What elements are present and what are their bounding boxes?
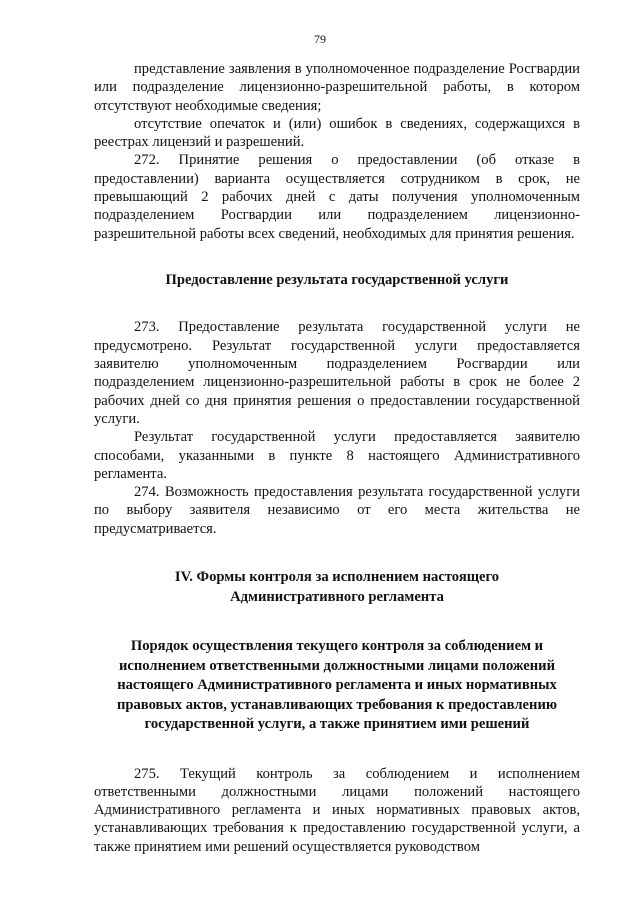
- document-body: [94, 60, 580, 856]
- spacer: [94, 607, 580, 637]
- paragraph-274: 274. Возможность предоставления результата государственной услуги по выбору заявителя независимо от его места жительства не предусматривается.: [94, 484, 580, 537]
- subsection-heading-current-control: Порядок осуществления текущего контроля за соблюдением и исполнением ответственными должностными лицами положений настоящего Административного регламента и иных нормативных правовых актов, устанавливающих требования к предоставлению государственной услуги, а также принятием ими решений: [116, 638, 558, 733]
- spacer: [94, 735, 580, 765]
- section-heading-result: Предоставление результата государственной услуги: [165, 271, 509, 288]
- paragraph-275: 275. Текущий контроль за соблюдением и исполнением ответственными должностными лицами положений настоящего Административного регламента и иных нормативных правовых актов, устанавливающих требования к предоставлению государственной услуги, а также принятием ими решений осуществляется руководством: [94, 765, 580, 855]
- chapter-heading-control: IV. Формы контроля за исполнением настоящего Административного регламента: [174, 569, 500, 605]
- paragraph-272: 272. Принятие решения о предоставлении (об отказе в предоставлении) варианта осуществляется сотрудником в срок, не превышающий 2 рабочих дней с даты получения уполномоченным подразделением Росгвардии или подразделением лицензионно-разрешительной работы всех сведений, необходимых для принятия решения.: [94, 152, 580, 242]
- paragraph-273: 273. Предоставление результата государственной услуги не предусмотрено. Результат государственной услуги предоставляется заявителю уполномоченным подразделением Росгвардии или подразделением лицензионно-разрешительной работы в срок не более 2 рабочих дней со дня принятия решения о предоставлении государственной услуги.: [94, 319, 580, 427]
- paragraph-no-errors: отсутствие опечаток и (или) ошибок в сведениях, содержащихся в реестрах лицензий и разрешений.: [94, 115, 580, 151]
- spacer: [94, 243, 580, 271]
- page-number: 79: [314, 32, 326, 46]
- spacer: [94, 538, 580, 568]
- paragraph-no-info: представление заявления в уполномоченное подразделение Росгвардии или подразделение лицензионно-разрешительной работы, в котором отсутствуют необходимые сведения;: [94, 61, 580, 114]
- paragraph-result-methods: Результат государственной услуги предоставляется заявителю способами, указанными в пункте 8 настоящего Административного регламента.: [94, 429, 580, 482]
- spacer: [94, 290, 580, 318]
